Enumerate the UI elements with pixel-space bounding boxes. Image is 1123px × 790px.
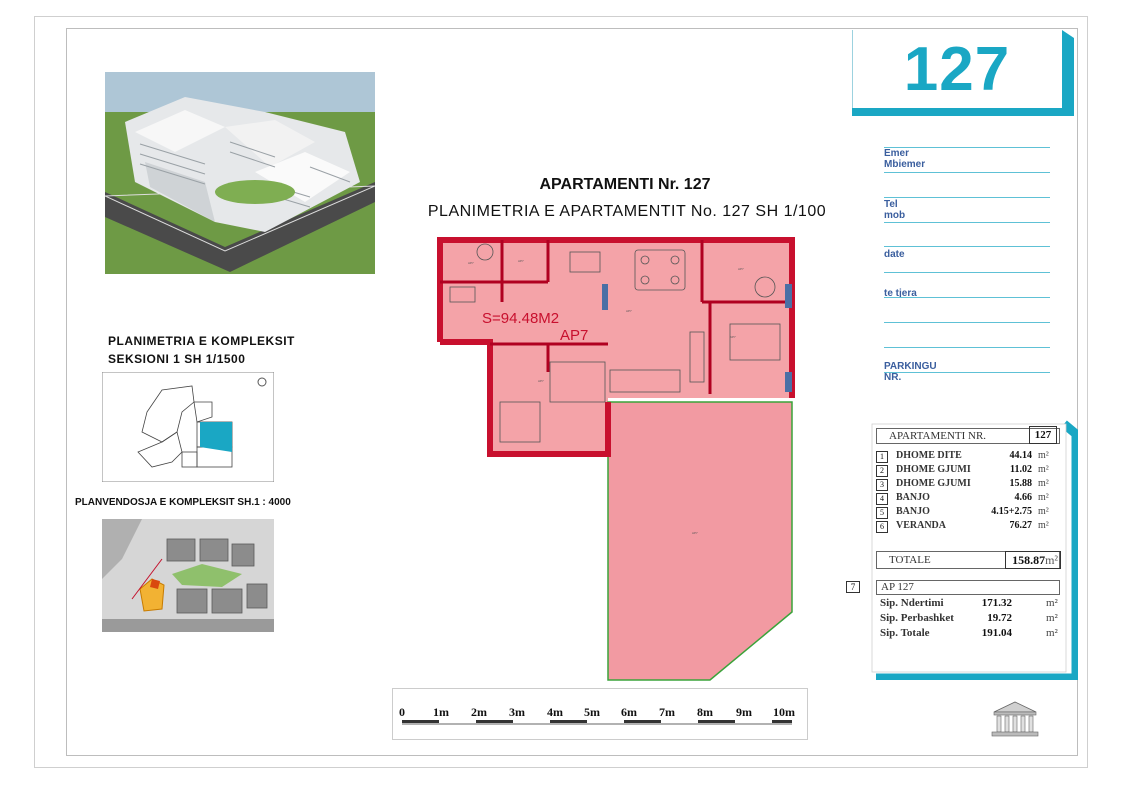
area-row [876, 506, 1060, 520]
area-table-header [876, 428, 1060, 444]
apartment-floor-plan [430, 232, 802, 684]
ap-row-unit: m² [1046, 627, 1058, 639]
plan-subtitle: PLANIMETRIA E APARTAMENTIT No. 127 SH 1/100 [427, 203, 827, 220]
plan-area-label: S=94.48M2 [482, 310, 560, 327]
area-total-box [1005, 551, 1061, 569]
area-row-number: 6 [876, 521, 888, 533]
scale-label: 10m [773, 705, 795, 719]
area-row-unit: m² [1038, 506, 1049, 517]
scale-label: 3m [509, 705, 525, 719]
ap-row-value: 191.04 [981, 627, 1012, 639]
area-row-number: 4 [876, 493, 888, 505]
date-field-label: date [884, 249, 905, 260]
area-table-header-label: APARTAMENTI NR. [889, 430, 987, 442]
name-line-1 [884, 147, 1050, 148]
area-row-number: 1 [876, 451, 888, 463]
ap-table-number: 7 [846, 581, 860, 593]
ap-row-value: 19.72 [987, 612, 1012, 624]
site-plan-title: PLANVENDOSJA E KOMPLEKSIT SH.1 : 4000 [75, 497, 291, 508]
area-row [876, 478, 1060, 492]
scale-label: 8m [697, 705, 713, 719]
other-line-2 [884, 322, 1050, 323]
area-row-label: DHOME DITE [896, 450, 962, 461]
ap-row-unit: m² [1046, 597, 1058, 609]
complex-plan-title-line2: SEKSIONI 1 SH 1/1500 [108, 352, 246, 366]
svg-text:AP7: AP7 [730, 335, 736, 339]
area-row-value: 11.02 [1010, 464, 1032, 475]
other-line-3 [884, 347, 1050, 348]
area-row-unit: m² [1038, 450, 1049, 461]
area-row-label: BANJO [896, 492, 930, 503]
plan-unit-label: AP7 [560, 327, 589, 344]
complex-plan-title-line1: PLANIMETRIA E KOMPLEKSIT [108, 334, 295, 348]
complex-plan-title [108, 332, 295, 368]
ap-row-label: Sip. Ndertimi [880, 597, 944, 609]
phone-field-line[interactable] [884, 222, 1050, 223]
date-line-top [884, 246, 1050, 247]
svg-text:AP7: AP7 [468, 261, 474, 265]
area-row-number: 3 [876, 479, 888, 491]
ap-row-label: Sip. Perbashket [880, 612, 954, 624]
ap-row [880, 597, 1060, 609]
scale-label: 4m [547, 705, 563, 719]
svg-text:AP7: AP7 [692, 531, 698, 535]
name-field-label: Emer Mbiemer [884, 148, 926, 170]
area-row-unit: m² [1038, 492, 1049, 503]
area-row [876, 520, 1060, 534]
scale-label: 0 [399, 705, 405, 719]
ap-row-label: Sip. Totale [880, 627, 930, 639]
phone-line-1 [884, 197, 1050, 198]
ap-row-value: 171.32 [981, 597, 1012, 609]
area-row-value: 76.27 [1009, 520, 1032, 531]
area-row-label: DHOME GJUMI [896, 464, 971, 475]
other-field-label: te tjera [884, 288, 917, 299]
ap-row [880, 627, 1060, 639]
area-row-value: 44.14 [1009, 450, 1032, 461]
area-total-value: 158.87 [1012, 553, 1046, 567]
ap-row [880, 612, 1060, 624]
scale-label: 9m [736, 705, 752, 719]
date-field-line[interactable] [884, 272, 1050, 273]
area-row [876, 450, 1060, 464]
svg-text:AP7: AP7 [518, 259, 524, 263]
phone-field-label: Tel mob [884, 199, 906, 221]
scale-label: 6m [621, 705, 637, 719]
parking-field-label: PARKINGU NR. [884, 361, 937, 383]
plan-title: APARTAMENTI Nr. 127 [539, 176, 711, 193]
area-row-label: DHOME GJUMI [896, 478, 971, 489]
area-row-value: 4.15+2.75 [991, 506, 1032, 517]
area-row-number: 5 [876, 507, 888, 519]
area-row-value: 4.66 [1014, 492, 1032, 503]
complex-plan-diagram [102, 372, 274, 482]
area-row [876, 492, 1060, 506]
area-total-label: TOTALE [889, 554, 931, 566]
name-field-line[interactable] [884, 172, 1050, 173]
other-field-line[interactable] [884, 297, 1050, 298]
area-row-unit: m² [1038, 464, 1049, 475]
area-row-label: VERANDA [896, 520, 946, 531]
scale-label: 1m [433, 705, 449, 719]
area-row-unit: m² [1038, 478, 1049, 489]
ap-table-title: AP 127 [876, 580, 1060, 595]
scale-label: 7m [659, 705, 675, 719]
scale-label: 5m [584, 705, 600, 719]
area-total-unit: m² [1045, 553, 1058, 567]
scale-label: 2m [471, 705, 487, 719]
area-total-row [876, 551, 1060, 569]
area-row-number: 2 [876, 465, 888, 477]
svg-text:AP7: AP7 [738, 267, 744, 271]
area-row-value: 15.88 [1009, 478, 1032, 489]
svg-text:AP7: AP7 [626, 309, 632, 313]
apartment-number: 127 [903, 35, 1011, 104]
site-plan-diagram [102, 519, 274, 632]
company-logo-icon [990, 700, 1040, 740]
area-row-unit: m² [1038, 520, 1049, 531]
area-table-header-value: 127 [1029, 426, 1057, 444]
svg-text:AP7: AP7 [538, 379, 544, 383]
parking-field-line[interactable] [884, 372, 1050, 373]
area-row-label: BANJO [896, 506, 930, 517]
building-render-image [105, 72, 375, 274]
ap-row-unit: m² [1046, 612, 1058, 624]
area-row [876, 464, 1060, 478]
